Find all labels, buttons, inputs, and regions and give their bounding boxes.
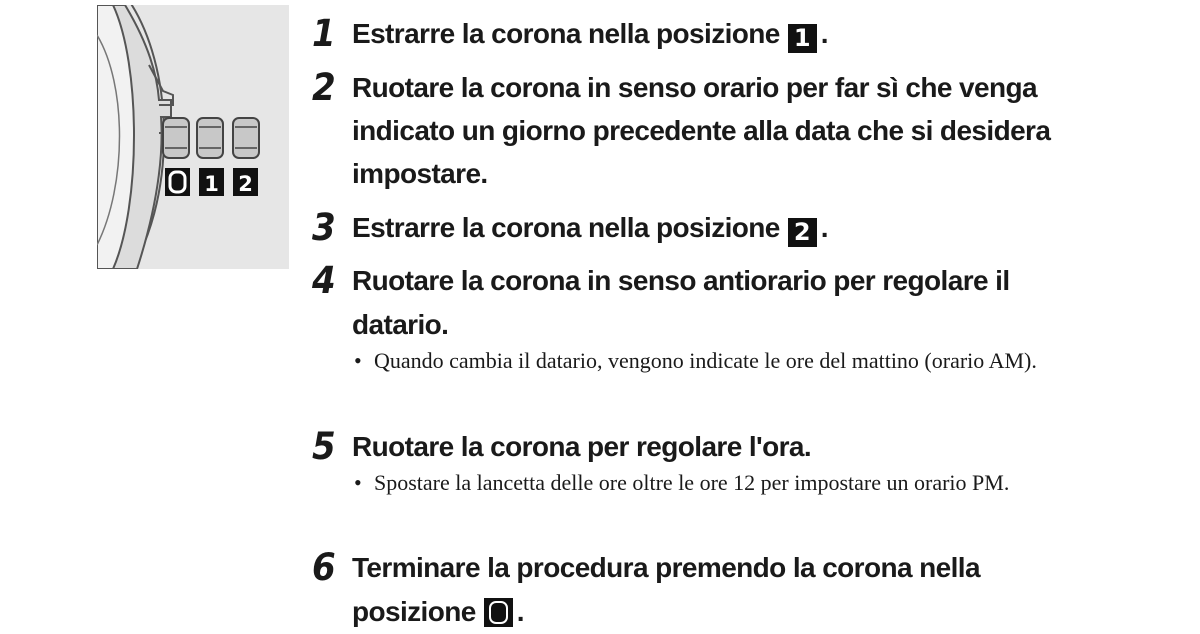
step-title-suffix: . (820, 212, 828, 243)
step-title (352, 66, 1192, 195)
step-title-line: Estrarre la corona nella posizione (352, 212, 780, 243)
step-title (352, 425, 1192, 469)
zero-glyph (489, 601, 508, 624)
crown-position-0 (163, 118, 189, 158)
position-box: 2 (788, 218, 817, 247)
step-title-line: Estrarre la corona nella posizione (352, 18, 780, 49)
bullet: • (354, 348, 362, 373)
step-title (352, 546, 1192, 634)
step-title-line: Terminare la procedura premendo la corona nella (352, 552, 980, 583)
step-title-line: Ruotare la corona in senso antiorario per regolare il (352, 265, 1010, 296)
step-title-line: Ruotare la corona per regolare l'ora. (352, 431, 812, 462)
step-title-suffix: . (516, 596, 524, 627)
step-title-line: impostare. (352, 158, 488, 189)
step-number: 4 (312, 259, 336, 302)
note-text: Spostare la lancetta delle ore oltre le ore 12 per impostare un orario PM. (374, 470, 1010, 495)
step-number: 2 (312, 66, 336, 109)
step-title (352, 206, 1192, 250)
step-title-line: Ruotare la corona in senso orario per far sì che venga (352, 72, 1037, 103)
note-text: Quando cambia il datario, vengono indicate le ore del mattino (orario AM). (374, 348, 1037, 373)
step-note (354, 467, 1094, 499)
step-title-line: indicato un giorno precedente alla data che si desidera (352, 115, 1051, 146)
step-note (354, 345, 1094, 377)
watch-case-drawing (97, 5, 289, 269)
step-title-suffix: . (820, 18, 828, 49)
step-title-line: posizione (352, 596, 476, 627)
step-number: 1 (312, 12, 336, 55)
position-box-0 (484, 598, 513, 627)
crown-position-1 (197, 118, 223, 158)
step-number: 5 (312, 425, 336, 468)
crown-position-2 (233, 118, 259, 158)
crown-position-labels (165, 168, 258, 196)
step-number: 3 (312, 206, 336, 249)
step-title (352, 12, 1192, 56)
step-title (352, 259, 1192, 347)
crown-label-1: 1 (204, 172, 219, 196)
position-box: 1 (788, 24, 817, 53)
step-title-line: datario. (352, 309, 449, 340)
watch-crown-illustration (97, 5, 289, 269)
crown-label-2: 2 (238, 172, 253, 196)
bullet: • (354, 470, 362, 495)
step-number: 6 (312, 546, 336, 589)
